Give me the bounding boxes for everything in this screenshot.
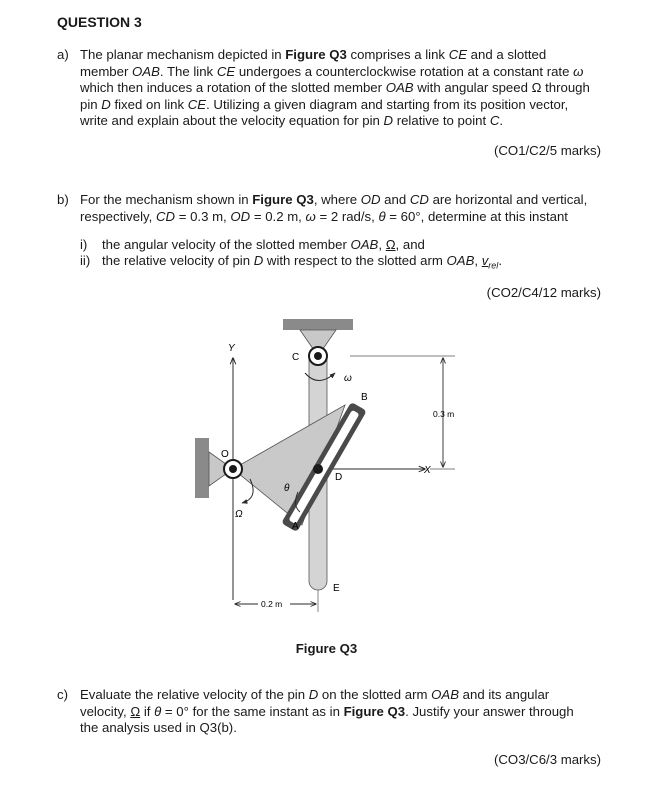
part-c-label: c) xyxy=(57,687,68,702)
label-Omega: Ω xyxy=(235,509,243,520)
label-e: E xyxy=(333,583,340,594)
pivot-c-inner xyxy=(314,352,322,360)
label-a: A xyxy=(292,521,299,532)
part-b-marks: (CO2/C4/12 marks) xyxy=(486,285,601,300)
part-a-line: The planar mechanism depicted in Figure Q3 comprises a link CE and a slotted xyxy=(80,47,547,62)
part-c-text xyxy=(80,687,574,737)
part-b-label: b) xyxy=(57,192,69,207)
part-c-marks: (CO3/C6/3 marks) xyxy=(494,752,601,767)
part-b-line: For the mechanism shown in Figure Q3, where OD and CD are horizontal and vertical, xyxy=(80,192,588,207)
figure-caption: Figure Q3 xyxy=(295,641,358,656)
subitem-label: ii) xyxy=(80,253,91,268)
part-a-line: write and explain about the velocity equation for pin D relative to point C. xyxy=(80,113,504,128)
x-axis-label: X xyxy=(424,465,431,476)
question-heading: QUESTION 3 xyxy=(57,14,142,30)
part-a-label: a) xyxy=(57,47,69,62)
part-c-line: Evaluate the relative velocity of the pin D on the slotted arm OAB and its angular xyxy=(80,687,550,702)
dim-vertical-label: 0.3 m xyxy=(433,409,455,419)
part-c xyxy=(57,687,607,737)
subitem-text: the relative velocity of pin D with respect to the slotted arm OAB, $v_{rel}$. xyxy=(102,253,502,271)
part-a-line: which then induces a rotation of the slotted member OAB with angular speed Ω through xyxy=(80,80,590,95)
label-d: D xyxy=(335,472,343,483)
part-c-line: velocity, Ω if θ = 0° for the same instant as in Figure Q3. Justify your answer through xyxy=(80,703,574,719)
label-theta: θ xyxy=(284,483,290,494)
y-axis-label: Y xyxy=(228,343,235,354)
label-b: B xyxy=(361,392,368,403)
subitem-label: i) xyxy=(80,237,88,252)
label-c: C xyxy=(292,352,300,363)
part-a-line: pin D fixed on link CE. Utilizing a given diagram and starting from its position vector, xyxy=(80,96,569,112)
part-a-marks: (CO1/C2/5 marks) xyxy=(494,143,601,158)
Omega-arrow xyxy=(242,479,253,503)
part-c-line: the analysis used in Q3(b). xyxy=(80,720,237,735)
subitem-text: the angular velocity of the slotted member OAB, Ω, and xyxy=(102,237,425,252)
pin-d xyxy=(313,464,323,474)
part-a-line: member OAB. The link CE undergoes a counterclockwise rotation at a constant rate ω xyxy=(80,63,584,79)
pivot-o-inner xyxy=(229,465,237,473)
label-o: O xyxy=(221,449,229,460)
label-omega: ω xyxy=(344,373,352,384)
part-b-line: respectively, CD = 0.3 m, OD = 0.2 m, ω = 2 rad/s, θ = 60°, determine at this instant xyxy=(80,208,568,224)
dim-horizontal-label: 0.2 m xyxy=(261,599,283,609)
